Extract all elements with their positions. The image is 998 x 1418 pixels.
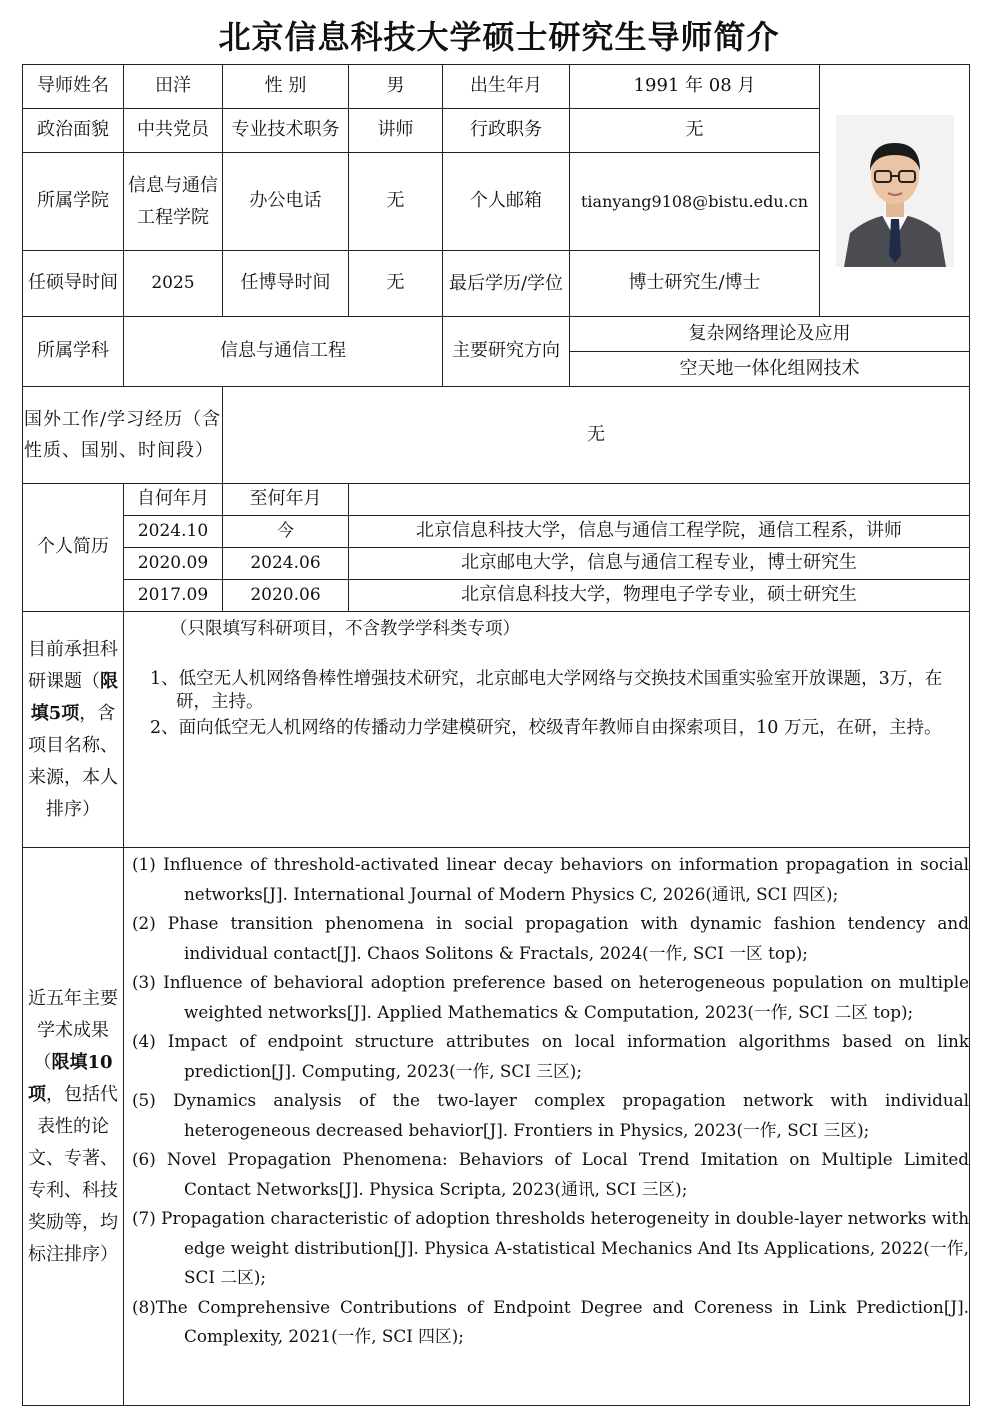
resume-desc: 北京信息科技大学，信息与通信工程学院，通信工程系，讲师	[349, 516, 970, 548]
email-label: 个人邮箱	[443, 153, 570, 251]
list-item: (5) Dynamics analysis of the two-layer complex propagation network with individual heterogeneous decreased behavior[J]. Frontiers in Physics, 2023(一作, SCI 三区);	[132, 1090, 969, 1140]
resume-to-header: 至何年月	[223, 484, 349, 516]
projects-note: （只限填写科研项目，不含教学学科类专项）	[170, 619, 520, 639]
projects-content	[124, 612, 970, 848]
resume-desc: 北京邮电大学，信息与通信工程专业，博士研究生	[349, 548, 970, 580]
avatar	[836, 115, 954, 267]
master-value: 2025	[124, 251, 223, 317]
phone-value: 无	[349, 153, 443, 251]
resume-from: 2017.09	[124, 580, 223, 612]
resume-to: 今	[223, 516, 349, 548]
resume-from: 2020.09	[124, 548, 223, 580]
phd-value: 无	[349, 251, 443, 317]
school-label: 所属学院	[23, 153, 124, 251]
phd-label: 任博导时间	[223, 251, 349, 317]
list-item: (6) Novel Propagation Phenomena: Behaviors of Local Trend Imitation on Multiple Limited Contact Networks[J]. Physica Scripta, 2023(通讯, SCI 三区);	[132, 1149, 969, 1199]
email-value: tianyang9108@bistu.edu.cn	[570, 153, 820, 251]
list-item: 1、低空无人机网络鲁棒性增强技术研究，北京邮电大学网络与交换技术国重实验室开放课题，3万，在研，主持。	[150, 668, 943, 713]
name-value: 田洋	[124, 65, 223, 109]
abroad-value: 无	[223, 387, 970, 484]
admin-value: 无	[570, 109, 820, 153]
political-value: 中共党员	[124, 109, 223, 153]
degree-value: 博士研究生/博士	[570, 251, 820, 317]
master-label: 任硕导时间	[23, 251, 124, 317]
research-label: 主要研究方向	[443, 317, 570, 387]
resume-desc: 北京信息科技大学，物理电子学专业，硕士研究生	[349, 580, 970, 612]
school-value: 信息与通信工程学院	[124, 153, 223, 251]
discipline-value: 信息与通信工程	[124, 317, 443, 387]
list-item: (7) Propagation characteristic of adoption thresholds heterogeneity in double-layer networks with edge weight distribution[J]. Physica A-statistical Mechanics And Its Applications, 2022(一作, SCI 二区);	[132, 1208, 969, 1287]
resume-from-header: 自何年月	[124, 484, 223, 516]
birth-value: 1991 年 08 月	[570, 65, 820, 109]
political-label: 政治面貌	[23, 109, 124, 153]
resume-to: 2024.06	[223, 548, 349, 580]
list-item: (2) Phase transition phenomena in social propagation with dynamic fashion tendency and individual contact[J]. Chaos Solitons & Fractals, 2024(一作, SCI 一区 top);	[132, 913, 969, 963]
list-item: (4) Impact of endpoint structure attributes on local information algorithms based on link prediction[J]. Computing, 2023(一作, SCI 三区);	[132, 1031, 969, 1081]
list-item: (8)The Comprehensive Contributions of Endpoint Degree and Coreness in Link Prediction[J]. Complexity, 2021(一作, SCI 四区);	[132, 1296, 969, 1346]
publications-label: 近五年主要学术成果（限填10项，包括代表性的论文、专著、专利、科技奖励等，均标注排序）	[23, 848, 124, 1406]
table-row	[23, 548, 970, 580]
research-item-2: 空天地一体化组网技术	[570, 352, 970, 387]
list-item: (1) Influence of threshold-activated linear decay behaviors on information propagation in social networks[J]. International Journal of Modern Physics C, 2026(通讯, SCI 四区);	[132, 854, 969, 904]
admin-label: 行政职务	[443, 109, 570, 153]
table-row	[23, 580, 970, 612]
resume-to: 2020.06	[223, 580, 349, 612]
gender-value: 男	[349, 65, 443, 109]
name-label: 导师姓名	[23, 65, 124, 109]
birth-label: 出生年月	[443, 65, 570, 109]
title-value: 讲师	[349, 109, 443, 153]
phone-label: 办公电话	[223, 153, 349, 251]
resume-desc-header	[349, 484, 970, 516]
resume-label: 个人简历	[23, 484, 124, 612]
title-label: 专业技术职务	[223, 109, 349, 153]
abroad-label: 国外工作/学习经历（含性质、国别、时间段）	[23, 387, 223, 484]
profile-table	[22, 64, 970, 1406]
gender-label: 性 别	[223, 65, 349, 109]
research-item-1: 复杂网络理论及应用	[570, 317, 970, 352]
discipline-label: 所属学科	[23, 317, 124, 387]
degree-label: 最后学历/学位	[443, 251, 570, 317]
publications-content	[124, 848, 970, 1406]
projects-label: 目前承担科研课题（限填5项，含项目名称、来源，本人排序）	[23, 612, 124, 848]
resume-from: 2024.10	[124, 516, 223, 548]
list-item: (3) Influence of behavioral adoption preference based on heterogeneous population on multiple weighted networks[J]. Applied Mathematics & Computation, 2023(一作, SCI 二区 top);	[132, 972, 969, 1022]
list-item: 2、面向低空无人机网络的传播动力学建模研究，校级青年教师自由探索项目，10 万元，在研，主持。	[150, 717, 942, 738]
photo-cell	[820, 65, 970, 317]
table-row	[23, 516, 970, 548]
page-title: 北京信息科技大学硕士研究生导师简介	[218, 18, 780, 56]
